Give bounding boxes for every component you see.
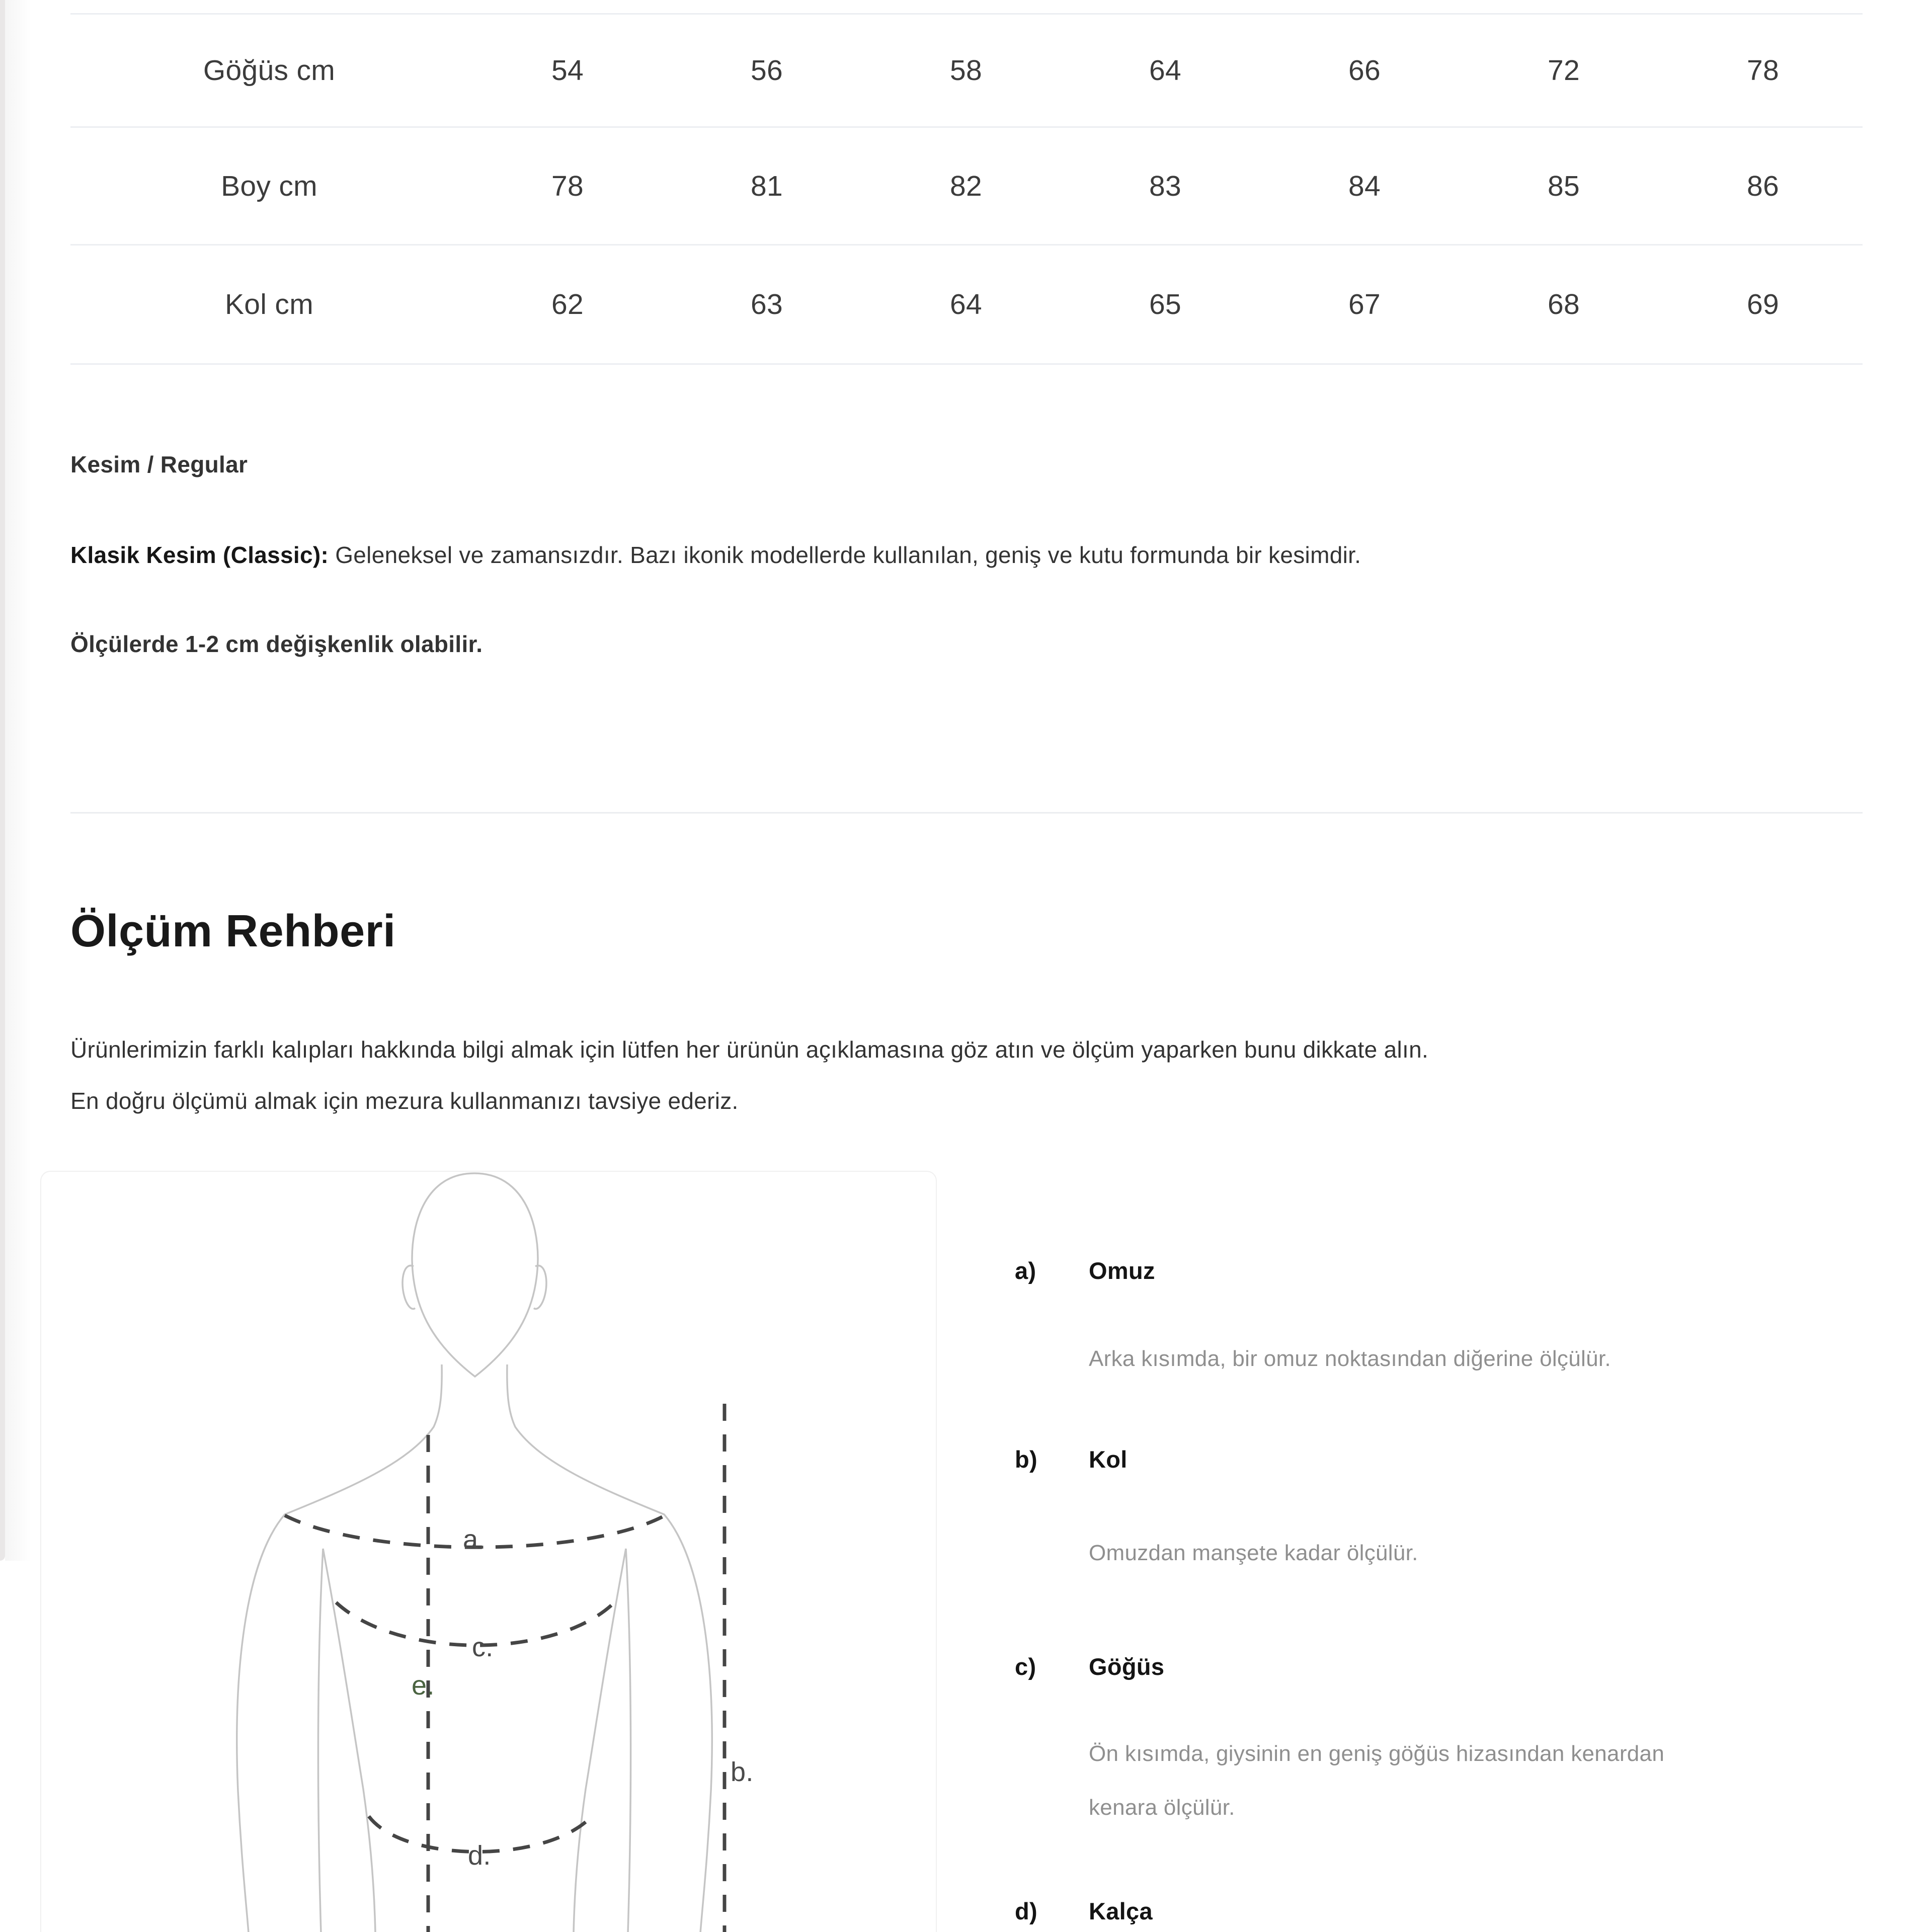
figure-outline-left — [237, 1364, 442, 1932]
size-cell: 69 — [1746, 288, 1779, 320]
guide-item-key: a) — [1015, 1257, 1036, 1284]
guide-item-desc: Ön kısımda, giysinin en geniş göğüs hizasından kenardan — [1089, 1741, 1665, 1766]
size-cell: 56 — [750, 54, 783, 87]
size-cell: 67 — [1348, 288, 1381, 320]
size-cell: 64 — [1149, 54, 1181, 87]
measurement-guide-title: Ölçüm Rehberi — [70, 906, 396, 956]
fit-tolerance-note: Ölçülerde 1-2 cm değişkenlik olabilir. — [70, 631, 483, 657]
guide-item-key: b) — [1015, 1446, 1037, 1473]
fit-description — [70, 541, 1361, 569]
size-cell: 72 — [1547, 54, 1580, 87]
figure-label-a: a. — [463, 1524, 486, 1555]
guide-item-desc: Omuzdan manşete kadar ölçülür. — [1089, 1541, 1418, 1565]
guide-item-title: Kalça — [1089, 1898, 1153, 1924]
fit-description-bold: Klasik Kesim (Classic): — [70, 542, 329, 568]
guide-item-desc: Arka kısımda, bir omuz noktasından diğerine ölçülür. — [1089, 1346, 1611, 1371]
figure-label-d: d. — [468, 1840, 491, 1871]
size-cell: 64 — [949, 288, 982, 320]
table-row — [70, 128, 1863, 244]
figure-label-b: b. — [731, 1757, 754, 1787]
size-cell: 62 — [551, 288, 584, 320]
size-cell: 54 — [551, 54, 584, 87]
guide-item-title: Göğüs — [1089, 1653, 1165, 1680]
size-cell: 78 — [1746, 54, 1779, 87]
guide-item-desc: kenara ölçülür. — [1089, 1795, 1235, 1820]
size-row-label: Boy cm — [221, 170, 317, 202]
fit-description-rest: Geleneksel ve zamansızdır. Bazı ikonik modellerde kullanılan, geniş ve kutu formunda bir kesimdir. — [329, 542, 1361, 568]
size-cell: 66 — [1348, 54, 1381, 87]
size-cell: 63 — [750, 288, 783, 320]
figure-label-e: e. — [412, 1670, 435, 1701]
figure-inner-arm-right — [626, 1549, 631, 1932]
size-cell: 84 — [1348, 170, 1381, 202]
size-cell: 86 — [1746, 170, 1779, 202]
size-cell: 85 — [1547, 170, 1580, 202]
mannequin-figure — [0, 1167, 966, 1932]
fit-title: Kesim / Regular — [70, 451, 248, 477]
guide-intro-line2: En doğru ölçümü almak için mezura kullanmanızı tavsiye ederiz. — [70, 1088, 739, 1114]
section-divider — [70, 812, 1863, 814]
size-cell: 68 — [1547, 288, 1580, 320]
figure-torso-left — [323, 1549, 375, 1932]
guide-item-title: Kol — [1089, 1446, 1128, 1473]
size-cell: 83 — [1149, 170, 1181, 202]
guide-item-key: d) — [1015, 1898, 1037, 1924]
figure-torso-right — [574, 1549, 626, 1932]
size-cell: 81 — [750, 170, 783, 202]
size-row-label: Kol cm — [224, 288, 313, 320]
figure-inner-arm-left — [318, 1549, 323, 1932]
table-border-bottom — [70, 363, 1863, 365]
table-row — [70, 15, 1863, 126]
figure-label-c: c. — [472, 1632, 494, 1662]
guide-item-title: Omuz — [1089, 1257, 1155, 1284]
figure-outline-right — [507, 1364, 712, 1932]
size-cell: 78 — [551, 170, 584, 202]
figure-head — [412, 1173, 538, 1377]
size-row-label: Göğüs cm — [203, 54, 336, 87]
size-cell: 65 — [1149, 288, 1181, 320]
size-cell: 82 — [949, 170, 982, 202]
size-cell: 58 — [949, 54, 982, 87]
guide-intro-line1: Ürünlerimizin farklı kalıpları hakkında bilgi almak için lütfen her ürünün açıklamasına göz atın ve ölçüm yaparken bunu dikkate alın. — [70, 1036, 1429, 1063]
table-row — [70, 246, 1863, 363]
guide-item-key: c) — [1015, 1653, 1036, 1680]
